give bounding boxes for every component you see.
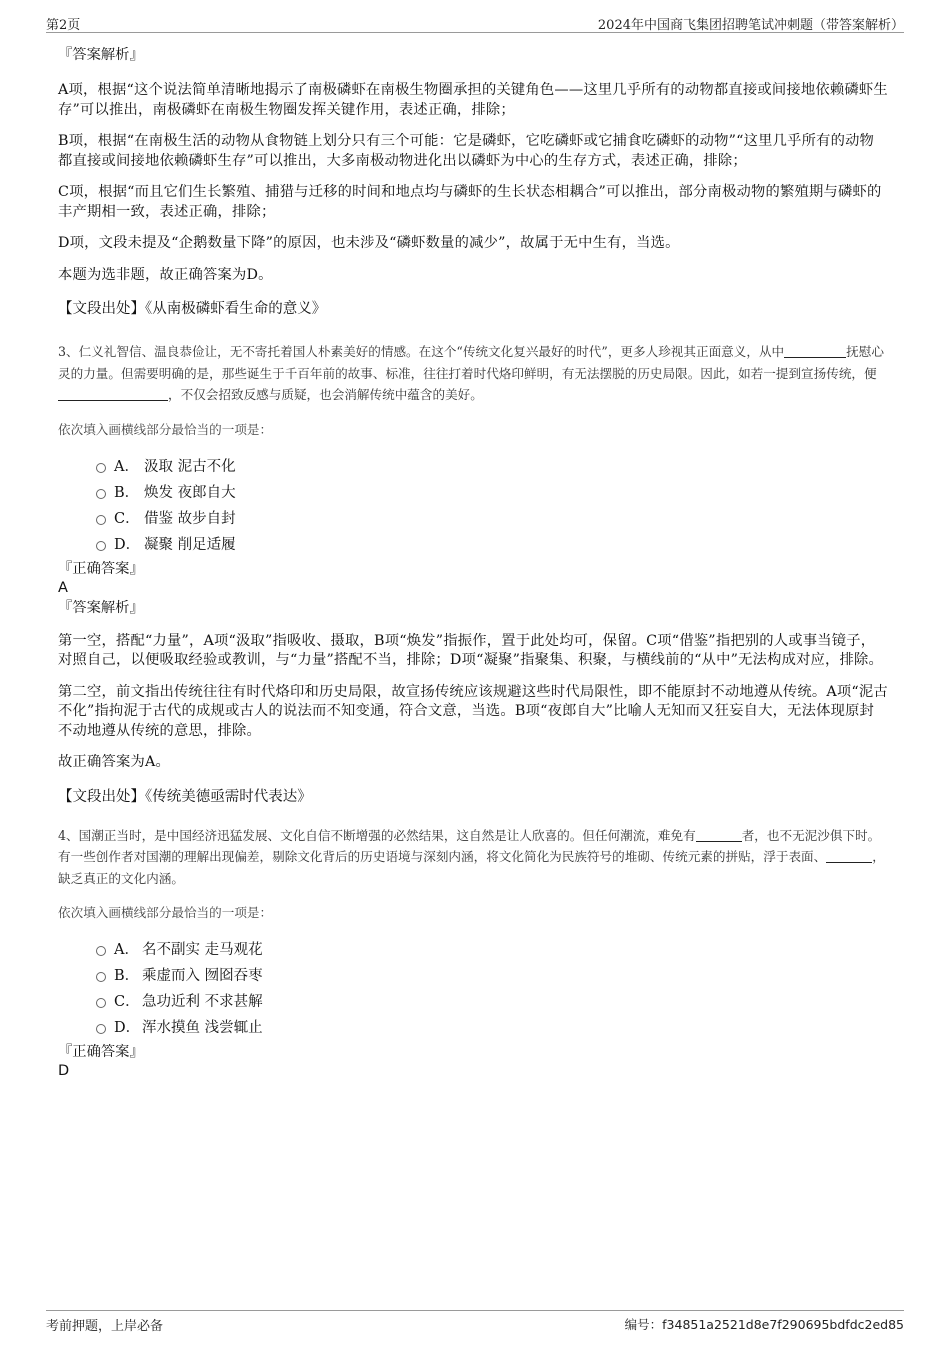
document-title: 2024年中国商飞集团招聘笔试冲刺题（带答案解析） <box>597 18 904 33</box>
q4-correct-answer: D <box>58 1063 70 1079</box>
radio-icon[interactable] <box>96 998 106 1008</box>
q3-analysis-para-1: 第一空，搭配“力量”，A项“汲取”指吸收、摄取，B项“焕发”指振作，置于此处均可，保留。C项“借鉴”指把别的人或事当镜子，对照自己，以便吸取经验或教训，与“力量”搭配不当，排除；D项“凝聚”指聚集、积聚，与横线前的“从中”无法构成对应，排除。 <box>58 632 884 668</box>
q3-option-b[interactable]: B． 焕发 夜郎自大 <box>58 480 888 506</box>
radio-icon[interactable] <box>96 972 106 982</box>
q4-stem: 4、国潮正当时，是中国经济迅猛发展、文化自信不断增强的必然结果，这自然是让人欣喜的。但任何潮流，难免有 者，也不无泥沙俱下时。有一些创作者对国潮的理解出现偏差，剔除文化背后的历史语境与深刻内涵，将文化简化为民族符号的堆砌、传统元素的拼贴，浮于表面、 ，缺乏真正的文化内涵。 <box>58 827 885 886</box>
q4-option-a[interactable]: A． 名不副实 走马观花 <box>58 937 888 963</box>
q4-blank-2 <box>826 849 872 863</box>
q4-blank-1 <box>696 828 742 842</box>
footer-slogan: 考前押题，上岸必备 <box>46 1319 164 1334</box>
q2-analysis-para-b: B项，根据“在南极生活的动物从食物链上划分只有三个可能：它是磷虾，它吃磷虾或它捕食吃磷虾的动物”“这里几乎所有的动物都直接或间接地依赖磷虾生存”可以推出，大多南极动物进化出以磷虾为中心的生存方式，表述正确，排除； <box>58 133 875 169</box>
q3-analysis-para-2: 第二空，前文指出传统往往有时代烙印和历史局限，故宣扬传统应该规避这些时代局限性，即不能原封不动地遵从传统。A项“泥古不化”指拘泥于古代的成规或古人的说法而不知变通，符合文意，当选。B项“夜郎自大”比喻人无知而又狂妄自大，无法体现原封不动地遵从传统的意思，排除。 <box>58 683 888 739</box>
radio-icon[interactable] <box>96 463 106 473</box>
radio-icon[interactable] <box>96 515 106 525</box>
q2-analysis-para-c: C项，根据“而且它们生长繁殖、捕猎与迁移的时间和地点均与磷虾的生长状态相耦合”可以推出，部分南极动物的繁殖期与磷虾的丰产期相一致，表述正确，排除； <box>58 184 882 220</box>
page-number: 第2页 <box>46 18 81 33</box>
q2-analysis-para-a: A项，根据“这个说法简单清晰地揭示了南极磷虾在南极生物圈承担的关键角色——这里几乎所有的动物都直接或间接地依赖磷虾生存”可以推出，南极磷虾在南极生物圈发挥关键作用，表述正确，排除； <box>58 82 888 118</box>
q3-option-a[interactable]: A． 汲取 泥古不化 <box>58 454 888 480</box>
q4-instruction: 依次填入画横线部分最恰当的一项是： <box>58 905 273 920</box>
q3-conclusion: 故正确答案为A。 <box>58 754 171 770</box>
page-header <box>46 12 904 33</box>
q4-correct-label: 『正确答案』 <box>58 1044 144 1060</box>
q2-conclusion: 本题为选非题，故正确答案为D。 <box>58 266 273 283</box>
page-footer <box>46 1310 904 1337</box>
radio-icon[interactable] <box>96 489 106 499</box>
q4-options <box>58 937 888 1041</box>
q3-correct-answer: A <box>58 579 68 596</box>
radio-icon[interactable] <box>96 1024 106 1034</box>
q3-options <box>58 454 888 558</box>
q4-option-d[interactable]: D． 浑水摸鱼 浅尝辄止 <box>58 1015 888 1041</box>
q4-option-c[interactable]: C． 急功近利 不求甚解 <box>58 989 888 1015</box>
q3-option-c[interactable]: C． 借鉴 故步自封 <box>58 506 888 532</box>
q3-blank-2 <box>58 387 168 401</box>
q3-option-d[interactable]: D． 凝聚 削足适履 <box>58 532 888 558</box>
document-body <box>58 46 888 1080</box>
q3-stem: 3、仁义礼智信、温良恭俭让，无不寄托着国人朴素美好的情感。在这个“传统文化复兴最好的时代”，更多人珍视其正面意义，从中 抚慰心灵的力量。但需要明确的是，那些诞生于千百年前的故事、标准，往往打着时代烙印鲜明，有无法摆脱的历史局限。因此，如若一提到宣扬传统，便，不仅会招致反感与质疑，也会消解传统中蕴含的美好。 <box>58 344 884 402</box>
q3-correct-label: 『正确答案』 <box>58 560 144 577</box>
q2-source: 【文段出处】《从南极磷虾看生命的意义》 <box>58 301 327 317</box>
q3-blank-1 <box>784 344 846 358</box>
q3-instruction: 依次填入画横线部分最恰当的一项是： <box>58 421 273 437</box>
document-code: 编号：f34851a2521d8e7f290695bdfdc2ed85 <box>624 1317 904 1332</box>
q2-analysis-label: 『答案解析』 <box>58 47 144 63</box>
radio-icon[interactable] <box>96 541 106 551</box>
q3-analysis-label: 『答案解析』 <box>58 599 144 616</box>
radio-icon[interactable] <box>96 946 106 956</box>
q3-source: 【文段出处】《传统美德亟需时代表达》 <box>58 788 312 805</box>
q2-analysis-para-d: D项，文段未提及“企鹅数量下降”的原因，也未涉及“磷虾数量的减少”，故属于无中生有，当选。 <box>58 235 680 251</box>
q4-option-b[interactable]: B． 乘虚而入 囫囵吞枣 <box>58 963 888 989</box>
